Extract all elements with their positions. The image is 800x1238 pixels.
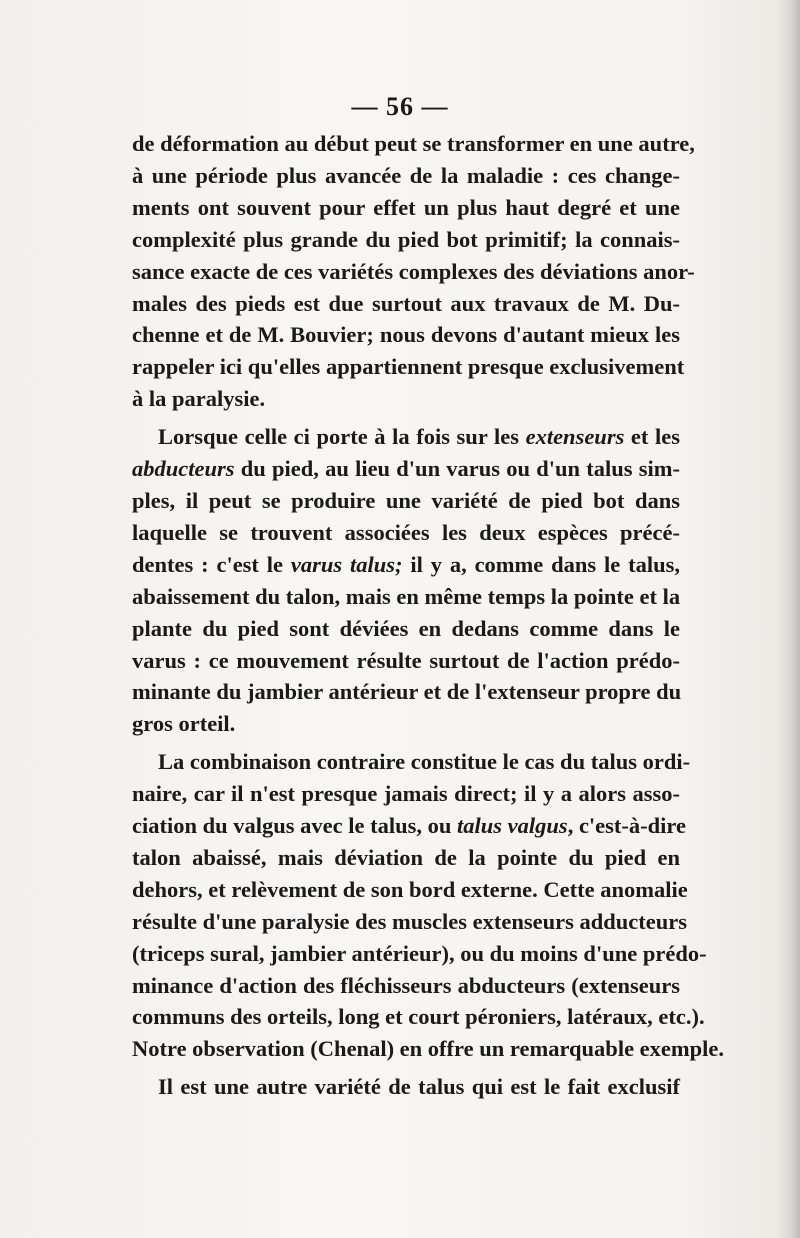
text-run: ciation du valgus avec le talus, ou xyxy=(132,813,458,839)
text-line: talon abaissé, mais déviation de la pointe du pied en xyxy=(132,844,680,870)
text-line: communs des orteils, long et court péroniers, latéraux, etc.). xyxy=(132,1004,705,1030)
text-line: plante du pied sont déviées en dedans comme dans le xyxy=(132,615,680,641)
text-line: naire, car il n'est presque jamais direct; il y a alors asso- xyxy=(132,781,680,807)
text-run: et les xyxy=(624,424,680,450)
text-line: dehors, et relèvement de son bord externe. Cette anomalie xyxy=(132,876,688,902)
text-line: abaissement du talon, mais en même temps la pointe et la xyxy=(132,583,681,609)
text-line: La combinaison contraire constitue le cas du talus ordi- xyxy=(158,749,691,775)
text-line: gros orteil. xyxy=(132,711,236,737)
text-line: rappeler ici qu'elles appartiennent presque exclusivement xyxy=(132,354,685,380)
text-line xyxy=(132,453,680,485)
body-text xyxy=(132,128,725,1103)
text-line: males des pieds est due surtout aux travaux de M. Du- xyxy=(132,290,680,316)
text-run: Lorsque celle ci porte à la fois sur les xyxy=(158,424,526,450)
text-line: complexité plus grande du pied bot primitif; la connais- xyxy=(132,226,680,252)
text-line: Notre observation (Chenal) en offre un remarquable exemple. xyxy=(132,1036,725,1062)
text-line: varus : ce mouvement résulte surtout de l'action prédo- xyxy=(132,647,680,673)
italic-term: varus talus; xyxy=(290,551,403,577)
text-run: , c'est-à-dire xyxy=(567,813,686,839)
italic-term: abducteurs xyxy=(132,456,235,482)
text-line: (triceps sural, jambier antérieur), ou du moins d'une prédo- xyxy=(132,940,707,966)
text-line: minance d'action des fléchisseurs abducteurs (extenseurs xyxy=(132,972,680,998)
text-line: Il est une autre variété de talus qui est le fait exclusif xyxy=(158,1074,680,1100)
text-line: ments ont souvent pour effet un plus haut degré et une xyxy=(132,194,680,220)
text-line: sance exacte de ces variétés complexes des déviations anor- xyxy=(132,258,695,284)
text-run: il y a, comme dans le talus, xyxy=(402,551,680,577)
page-edge-shadow xyxy=(778,0,800,1238)
italic-term: talus valgus xyxy=(457,813,568,839)
text-line: à la paralysie. xyxy=(132,386,266,412)
text-line xyxy=(132,421,680,453)
text-line: minante du jambier antérieur et de l'extenseur propre du xyxy=(132,679,682,705)
text-run: dentes : c'est le xyxy=(132,551,291,577)
italic-term: extenseurs xyxy=(525,424,625,450)
text-line: laquelle se trouvent associées les deux espèces précé- xyxy=(132,519,680,545)
text-run: du pied, au lieu d'un varus ou d'un talus sim- xyxy=(234,456,680,482)
text-line xyxy=(132,810,686,842)
page-number: — 56 — xyxy=(351,92,449,121)
text-line: de déformation au début peut se transformer en une autre, xyxy=(132,131,695,156)
text-line: chenne et de M. Bouvier; nous devons d'autant mieux les xyxy=(132,322,680,348)
text-line: ples, il peut se produire une variété de pied bot dans xyxy=(132,487,680,513)
text-line xyxy=(132,549,680,581)
text-line: résulte d'une paralysie des muscles extenseurs adducteurs xyxy=(132,908,687,934)
text-line: à une période plus avancée de la maladie : ces change- xyxy=(132,162,680,188)
